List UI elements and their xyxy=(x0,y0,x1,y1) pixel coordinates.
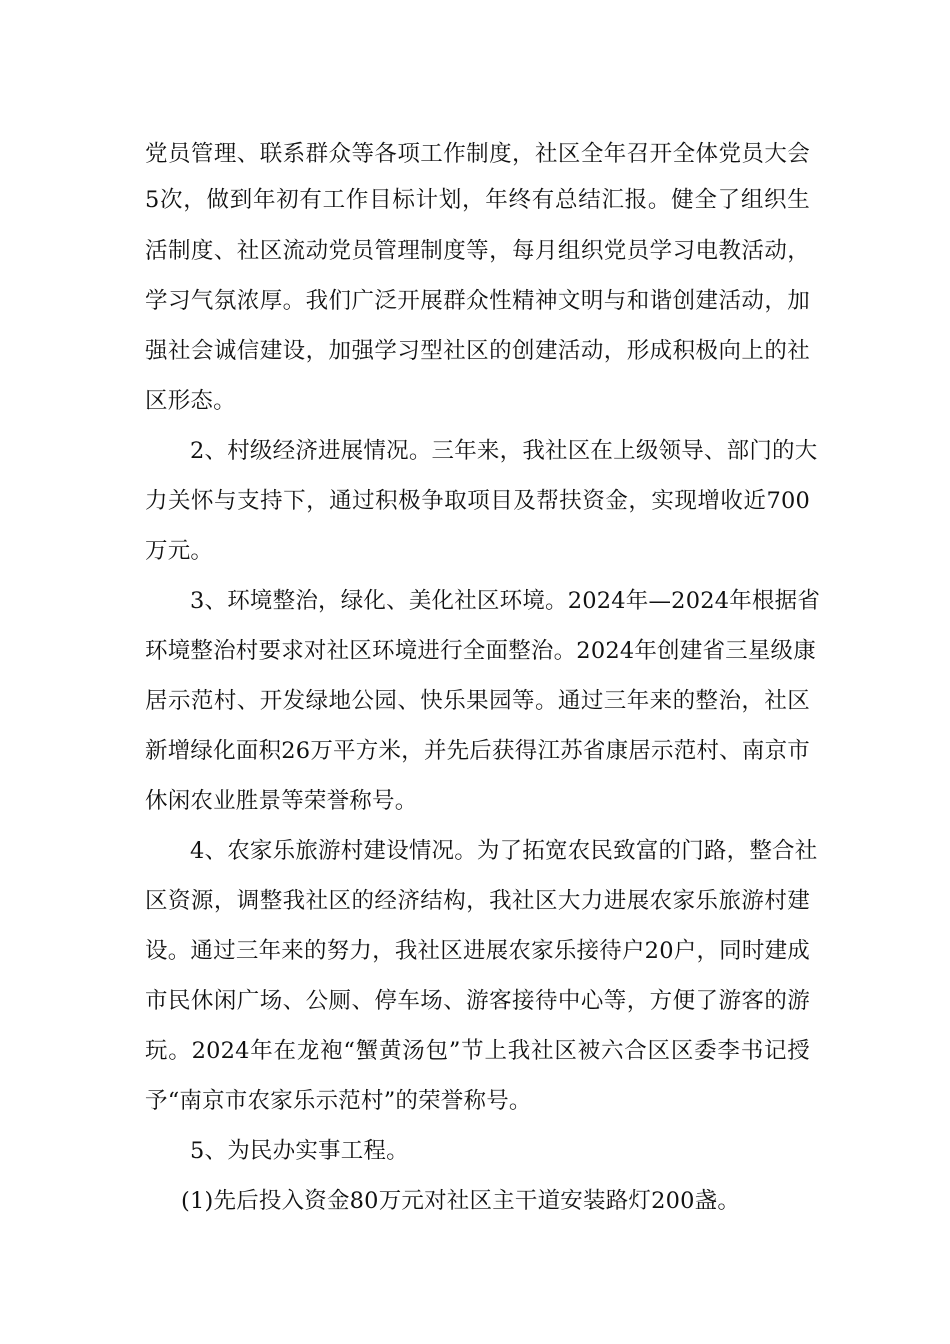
paragraph-line: 5次，做到年初有工作目标计划，年终有总结汇报。健全了组织生 xyxy=(145,187,810,213)
paragraph-line: 区形态。 xyxy=(145,388,236,414)
section-heading: 5、为民办实事工程。 xyxy=(190,1138,409,1164)
paragraph-line: 活制度、社区流动党员管理制度等，每月组织党员学习电教活动， xyxy=(145,238,810,264)
paragraph-line: 学习气氛浓厚。我们广泛开展群众性精神文明与和谐创建活动，加 xyxy=(145,288,810,314)
paragraph-line: 居示范村、开发绿地公园、快乐果园等。通过三年来的整治，社区 xyxy=(145,688,810,714)
paragraph-line: 市民休闲广场、公厕、停车场、游客接待中心等，方便了游客的游 xyxy=(145,988,810,1014)
paragraph-line: 休闲农业胜景等荣誉称号。 xyxy=(145,788,418,814)
paragraph-line: 4、农家乐旅游村建设情况。为了拓宽农民致富的门路，整合社 xyxy=(190,838,818,864)
paragraph-line: 力关怀与支持下，通过积极争取项目及帮扶资金，实现增收近700 xyxy=(145,488,810,514)
paragraph-line: 区资源，调整我社区的经济结构，我社区大力进展农家乐旅游村建 xyxy=(145,888,810,914)
paragraph-line: 予“南京市农家乐示范村”的荣誉称号。 xyxy=(145,1088,532,1114)
list-item: (1)先后投入资金80万元对社区主干道安装路灯200盏。 xyxy=(181,1188,741,1214)
paragraph-line: 设。通过三年来的努力，我社区进展农家乐接待户20户，同时建成 xyxy=(145,938,810,964)
paragraph-line: 2、村级经济进展情况。三年来，我社区在上级领导、部门的大 xyxy=(190,438,818,464)
paragraph-line: 强社会诚信建设，加强学习型社区的创建活动，形成积极向上的社 xyxy=(145,338,810,364)
paragraph-line: 3、环境整治，绿化、美化社区环境。2024年—2024年根据省 xyxy=(190,588,821,614)
paragraph-line: 新增绿化面积26万平方米，并先后获得江苏省康居示范村、南京市 xyxy=(145,738,810,764)
paragraph-line: 玩。2024年在龙袍“蟹黄汤包”节上我社区被六合区区委李书记授 xyxy=(145,1038,810,1064)
paragraph-line: 环境整治村要求对社区环境进行全面整治。2024年创建省三星级康 xyxy=(145,638,816,664)
paragraph-line: 党员管理、联系群众等各项工作制度，社区全年召开全体党员大会 xyxy=(145,141,810,167)
paragraph-line: 万元。 xyxy=(145,538,214,564)
